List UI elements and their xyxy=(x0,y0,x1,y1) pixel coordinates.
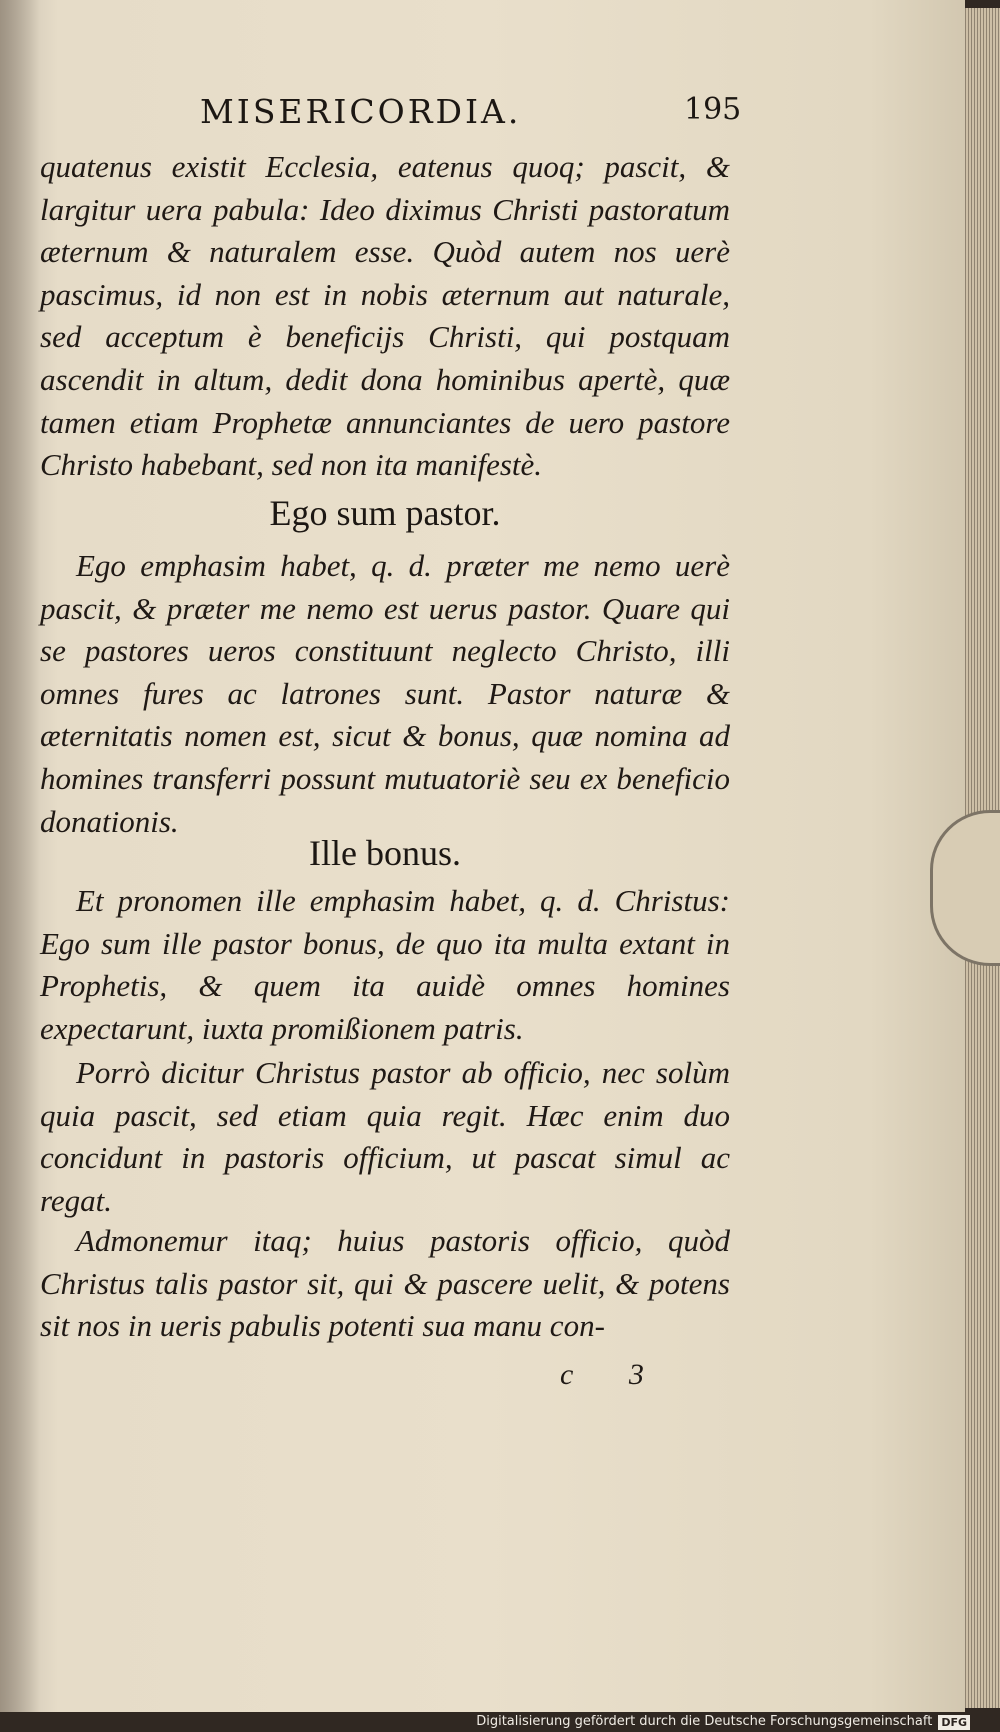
paragraph-2-text: Ego emphasim habet, q. d. præter me nemo uerè pascit, & præter me nemo est uerus pastor. Quare qui se pastores ueros constituunt neglecto Christo, illi omnes fures ac latrones sunt. Pastor naturæ & æternitatis nomen est, sicut & bonus, quæ nomina ad homines transferri possunt mutuatoriè seu ex beneficio donationis. xyxy=(40,548,730,839)
running-head: MISERICORDIA. xyxy=(200,92,522,131)
paragraph-5 xyxy=(40,1220,730,1348)
paragraph-2 xyxy=(40,545,730,843)
credit-text: Digitalisierung gefördert durch die Deutsche Forschungsgemeinschaft xyxy=(476,1714,933,1729)
paragraph-3-text: Et pronomen ille emphasim habet, q. d. Christus: Ego sum ille pastor bonus, de quo ita multa extant in Prophetis, & quem ita auidè omnes homines expectarunt, iuxta promißionem patris. xyxy=(40,883,730,1046)
signature-mark: c 3 xyxy=(560,1358,668,1391)
paragraph-1-text: quatenus existit Ecclesia, eatenus quoq; pascit, & largitur uera pabula: Ideo diximus Christi pastoratum æternum & naturalem esse. Quòd autem nos uerè pascimus, id non est in nobis æternum aut naturale, sed acceptum è beneficijs Christi, qui postquam ascendit in altum, dedit dona hominibus apertè, quæ tamen etiam Prophetæ annunciantes de uero pastore Christo habebant, sed non ita manifestè. xyxy=(40,149,730,483)
paragraph-3 xyxy=(40,880,730,1050)
paragraph-5-text: Admonemur itaq; huius pastoris officio, quòd Christus talis pastor sit, qui & pascere uelit, & potens sit nos in ueris pabulis potenti sua manu con- xyxy=(40,1223,730,1344)
paragraph-4-text: Porrò dicitur Christus pastor ab officio, nec solùm quia pascit, sed etiam quia regit. Hæc enim duo concidunt in pastoris officium, ut pascat simul ac regat. xyxy=(40,1055,730,1218)
heading-ille-bonus: Ille bonus. xyxy=(309,833,461,873)
paragraph-1 xyxy=(40,146,730,487)
heading-ego-sum-pastor: Ego sum pastor. xyxy=(269,493,501,533)
page-number: 195 xyxy=(684,92,742,127)
digitization-credit xyxy=(476,1712,970,1732)
page-gutter-shadow xyxy=(0,0,40,1712)
dfg-logo: DFG xyxy=(938,1715,970,1730)
paragraph-4 xyxy=(40,1052,730,1222)
